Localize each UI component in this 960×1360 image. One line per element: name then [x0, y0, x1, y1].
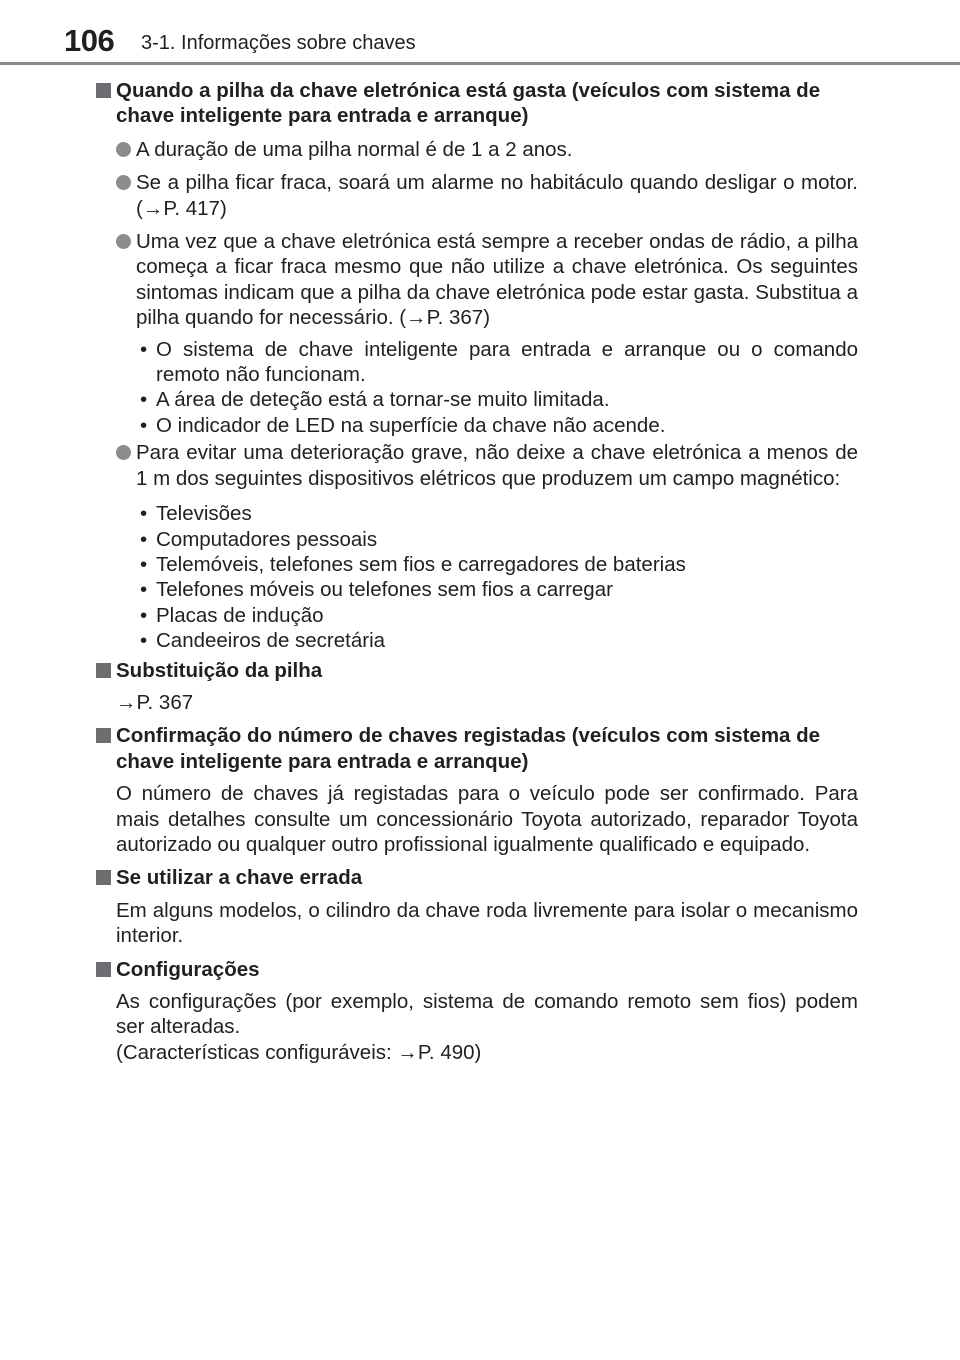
square-bullet-icon: [96, 728, 111, 743]
circle-bullet-icon: [116, 445, 131, 460]
list-item: Para evitar uma deterioração grave, não deixe a chave eletrónica a menos de 1 m dos seguintes dispositivos elétricos que produzem um campo magnético:: [116, 440, 858, 491]
list-item: • O indicador de LED na superfície da chave não acende.: [136, 413, 858, 438]
symptom-list: [136, 337, 858, 439]
section-wrong-key: [96, 865, 858, 948]
square-bullet-icon: [96, 663, 111, 678]
section-key-count: [96, 723, 858, 857]
square-bullet-icon: [96, 962, 111, 977]
list-item: A duração de uma pilha normal é de 1 a 2 anos.: [116, 137, 858, 162]
section-heading: Configurações: [116, 957, 858, 982]
list-item: • Placas de indução: [136, 603, 858, 628]
list-item: • Telefones móveis ou telefones sem fios a carregar: [136, 577, 858, 602]
section-settings: [96, 957, 858, 1066]
device-list: [136, 501, 858, 653]
paragraph: Em alguns modelos, o cilindro da chave roda livremente para isolar o mecanismo interior.: [116, 898, 858, 948]
section-heading: Se utilizar a chave errada: [116, 865, 858, 890]
page-header: [0, 0, 960, 68]
section-heading: Quando a pilha da chave eletrónica está gasta (veículos com sistema de chave inteligente para entrada e arranque): [116, 78, 858, 129]
section-heading: Confirmação do número de chaves registadas (veículos com sistema de chave inteligente para entrada e arranque): [116, 723, 858, 774]
paragraph: As configurações (por exemplo, sistema de comando remoto sem fios) podem ser alteradas.: [116, 990, 858, 1039]
page-content: [96, 78, 858, 1065]
list-item: • A área de deteção está a tornar-se muito limitada.: [136, 387, 858, 412]
list-item: • Televisões: [136, 501, 858, 526]
circle-bullet-icon: [116, 234, 131, 249]
header-divider: [0, 62, 960, 65]
paragraph: O número de chaves já registadas para o veículo pode ser confirmado. Para mais detalhes consulte um concessionário Toyota autorizado, reparador Toyota autorizado ou qualquer outro profissional igualmente qualificado e equipado.: [116, 782, 858, 856]
section-title: 3-1. Informações sobre chaves: [141, 32, 416, 54]
list-item: • Telemóveis, telefones sem fios e carregadores de baterias: [136, 552, 858, 577]
page-reference: →P. 367: [116, 690, 194, 714]
circle-bullet-icon: [116, 142, 131, 157]
section-battery-replacement: [96, 658, 858, 716]
page-number: 106: [64, 23, 115, 58]
square-bullet-icon: [96, 870, 111, 885]
list-item: Se a pilha ficar fraca, soará um alarme no habitáculo quando desligar o motor. (→P. 417): [116, 170, 858, 221]
page-reference: (Características configuráveis: →P. 490): [116, 1040, 482, 1064]
list-item: • Computadores pessoais: [136, 527, 858, 552]
section-battery-depleted: [96, 78, 858, 654]
list-item: • O sistema de chave inteligente para entrada e arranque ou o comando remoto não funcionam.: [136, 337, 858, 388]
section-heading: Substituição da pilha: [116, 658, 858, 683]
circle-bullet-icon: [116, 175, 131, 190]
list-item: Uma vez que a chave eletrónica está sempre a receber ondas de rádio, a pilha começa a ficar fraca mesmo que não utilize a chave eletrónica. Os seguintes sintomas indicam que a pilha da chave eletrónica pode estar gasta. Substitua a pilha quando for necessário. (→P. 367): [116, 229, 858, 331]
square-bullet-icon: [96, 83, 111, 98]
list-item: • Candeeiros de secretária: [136, 628, 858, 653]
